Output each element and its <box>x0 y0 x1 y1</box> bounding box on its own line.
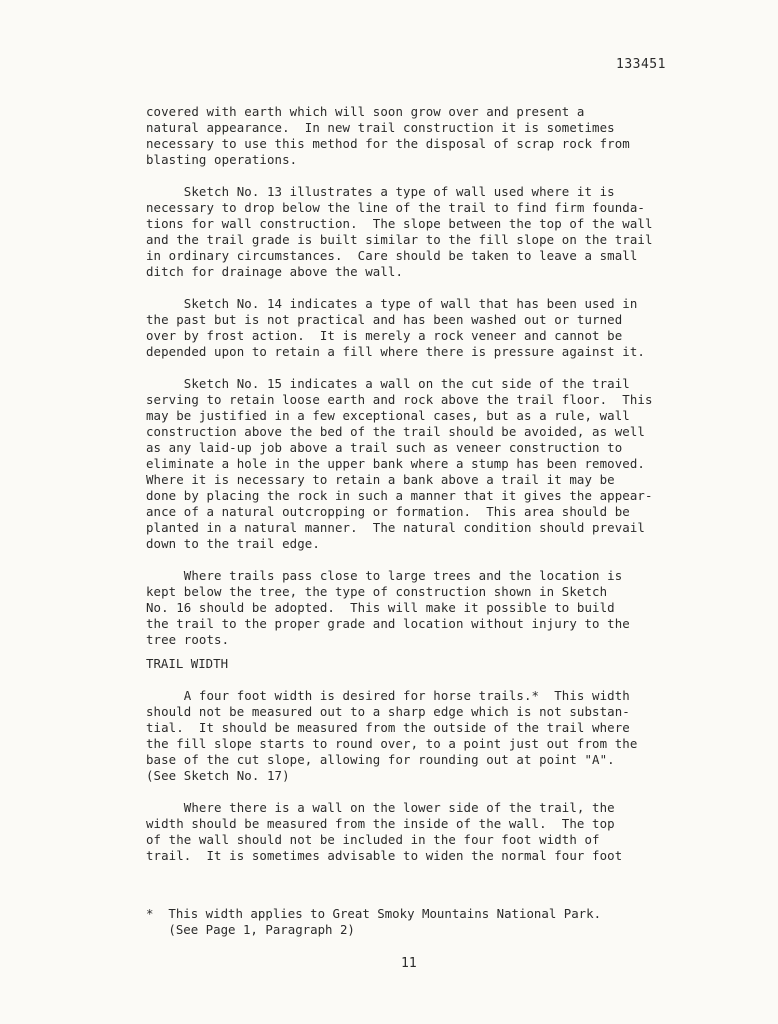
paragraph-5-line-1: Where trails pass close to large trees and the location is <box>146 568 623 583</box>
paragraph-4-line-1: Sketch No. 15 indicates a wall on the cut side of the trail <box>146 376 630 391</box>
page-number: 11 <box>401 956 417 971</box>
section-heading: TRAIL WIDTH <box>146 656 229 671</box>
paragraph-4-line-10: planted in a natural manner. The natural condition should prevail <box>146 520 645 535</box>
paragraph-2-line-2: necessary to drop below the line of the trail to find firm founda- <box>146 200 645 215</box>
footnote-line-1: * This width applies to Great Smoky Mountains National Park. <box>146 906 602 921</box>
paragraph-2-line-5: in ordinary circumstances. Care should be taken to leave a small <box>146 248 638 263</box>
paragraph-4-line-5: as any laid-up job above a trail such as veneer construction to <box>146 440 623 455</box>
paragraph-3-line-1: Sketch No. 14 indicates a type of wall that has been used in <box>146 296 638 311</box>
paragraph-5-line-3: No. 16 should be adopted. This will make it possible to build <box>146 600 615 615</box>
paragraph-4-line-4: construction above the bed of the trail should be avoided, as well <box>146 424 645 439</box>
paragraph-6-line-5: base of the cut slope, allowing for rounding out at point "A". <box>146 752 615 767</box>
paragraph-1-line-1: covered with earth which will soon grow over and present a <box>146 104 585 119</box>
paragraph-2-line-3: tions for wall construction. The slope between the top of the wall <box>146 216 653 231</box>
paragraph-4-line-3: may be justified in a few exceptional cases, but as a rule, wall <box>146 408 630 423</box>
paragraph-4-line-11: down to the trail edge. <box>146 536 320 551</box>
paragraph-6-line-1: A four foot width is desired for horse trails.* This width <box>146 688 630 703</box>
paragraph-7-line-2: width should be measured from the inside of the wall. The top <box>146 816 615 831</box>
paragraph-4-line-7: Where it is necessary to retain a bank above a trail it may be <box>146 472 615 487</box>
paragraph-7-line-1: Where there is a wall on the lower side of the trail, the <box>146 800 615 815</box>
paragraph-2-line-6: ditch for drainage above the wall. <box>146 264 404 279</box>
paragraph-4-line-2: serving to retain loose earth and rock above the trail floor. This <box>146 392 653 407</box>
paragraph-6-line-2: should not be measured out to a sharp edge which is not substan- <box>146 704 630 719</box>
paragraph-6-line-3: tial. It should be measured from the outside of the trail where <box>146 720 630 735</box>
paragraph-4-line-6: eliminate a hole in the upper bank where a stump has been removed. <box>146 456 645 471</box>
paragraph-7-line-3: of the wall should not be included in the four foot width of <box>146 832 600 847</box>
paragraph-3-line-3: over by frost action. It is merely a rock veneer and cannot be <box>146 328 623 343</box>
paragraph-6-line-6: (See Sketch No. 17) <box>146 768 290 783</box>
paragraph-1-line-3: necessary to use this method for the disposal of scrap rock from <box>146 136 630 151</box>
paragraph-1-line-4: blasting operations. <box>146 152 298 167</box>
document-number: 133451 <box>616 57 666 72</box>
paragraph-5-line-4: the trail to the proper grade and location without injury to the <box>146 616 630 631</box>
paragraph-2-line-1: Sketch No. 13 illustrates a type of wall used where it is <box>146 184 615 199</box>
paragraph-3-line-2: the past but is not practical and has been washed out or turned <box>146 312 623 327</box>
paragraph-7-line-4: trail. It is sometimes advisable to widen the normal four foot <box>146 848 623 863</box>
paragraph-6-line-4: the fill slope starts to round over, to a point just out from the <box>146 736 638 751</box>
paragraph-2-line-4: and the trail grade is built similar to the fill slope on the trail <box>146 232 653 247</box>
footnote-line-2: (See Page 1, Paragraph 2) <box>146 922 355 937</box>
paragraph-3-line-4: depended upon to retain a fill where there is pressure against it. <box>146 344 645 359</box>
paragraph-4-line-8: done by placing the rock in such a manner that it gives the appear- <box>146 488 653 503</box>
paragraph-5-line-2: kept below the tree, the type of construction shown in Sketch <box>146 584 608 599</box>
paragraph-1-line-2: natural appearance. In new trail construction it is sometimes <box>146 120 615 135</box>
paragraph-5-line-5: tree roots. <box>146 632 230 647</box>
paragraph-4-line-9: ance of a natural outcropping or formation. This area should be <box>146 504 630 519</box>
